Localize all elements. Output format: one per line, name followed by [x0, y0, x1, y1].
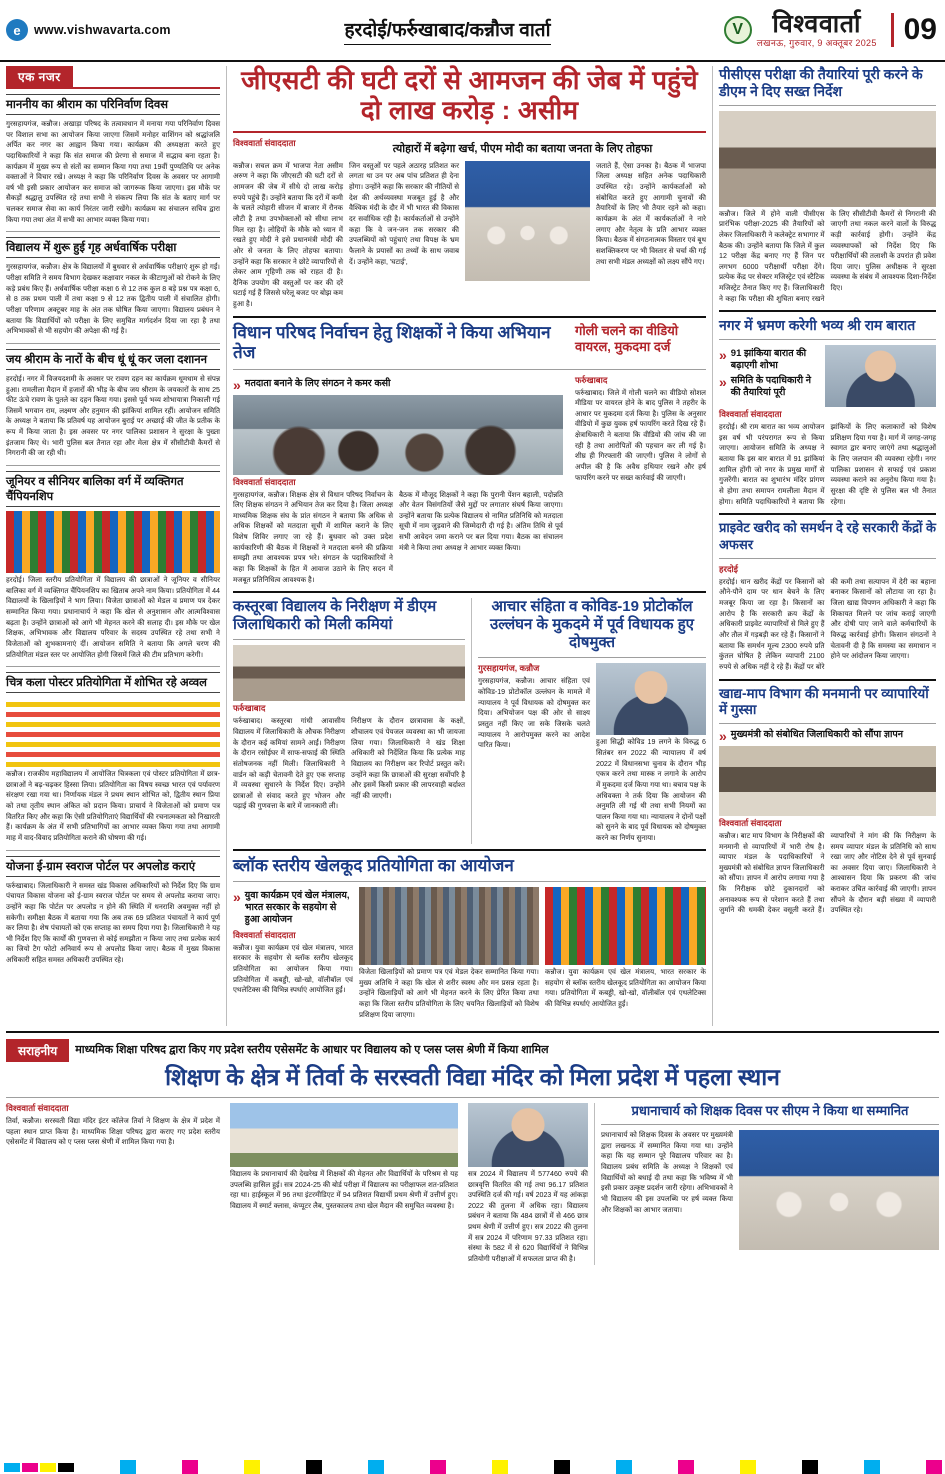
- right-story-ram-barat: [719, 317, 936, 507]
- feature-col-4: प्रधानाचार्य को शिक्षक दिवस के अवसर पर मुख्यमंत्री द्वारा लखनऊ में सम्मानित किया गया था। उन्होंने कहा कि यह सम्मान पूरे विद्यालय परिवार का है। विद्यालय प्रबंध समिति के अध्यक्ष ने शिक्षकों एवं विद्यार्थियों को बधाई दी तथा कहा कि भविष्य में भी इसी प्रकार उत्कृष्ट प्रदर्शन जारी रहेगा। अभिभावकों ने भी विद्यालय की इस उपलब्धि पर हर्ष व्यक्त किया और शिक्षकों का आभार जताया।: [601, 1131, 733, 1214]
- girls-sports-team-photo: [6, 511, 220, 573]
- site-url[interactable]: www.vishwavarta.com: [34, 23, 171, 37]
- ribbon-text: माध्यमिक शिक्षा परिषद द्वारा किए गए प्रदेश स्तरीय एसेसमेंट के आधार पर विद्यालय को ए प्लस प्लस श्रेणी में किया शामिल: [75, 1043, 549, 1056]
- story-kicker: [719, 348, 819, 372]
- story-col-1: कन्नौज। युवा कार्यक्रम एवं खेल मंत्रालय, भारत सरकार के सहयोग से ब्लॉक स्तरीय खेलकूद प्रतियोगिता का आयोजन किया गया। प्रतियोगिता में कबड्डी, खो-खो, वॉलीबॉल एवं एथलेटिक्स की विभिन्न स्पर्धाएं आयोजित हुईं।: [233, 943, 353, 995]
- cmyk-swatches: [0, 1460, 74, 1474]
- divider: [719, 310, 936, 312]
- logo-title: विश्ववार्ता: [772, 10, 861, 38]
- edition-title: हरदोई/फर्रुखाबाद/कन्नौज वार्ता: [344, 16, 550, 45]
- story-headline[interactable]: पीसीएस परीक्षा की तैयारियां पूरी करने के डीएम ने दिए सख्त निर्देश: [719, 66, 923, 99]
- divider: [233, 849, 706, 851]
- traders-memorandum-photo: [719, 746, 936, 816]
- story-col-2: हुआ सिद्धी कोविड 19 लगने के विरुद्ध 6 सितंबर सन 2022 की न्यायालय में वर्ष 2022 में विधानसभा चुनाव के दौरान भीड़ एकत्र करने तथा मास्क न लगाने के आरोप में मुकदमा दर्ज किया गया था। बचाव पक्ष के अधिवक्ता ने तर्क दिया कि आयोजन की अनुमति ली गई थी तथा सभी नियमों का पालन किया गया था। न्यायालय ने दोनों पक्षों को सुनने के बाद पूर्व विधायक को दोषमुक्त करने का निर्णय सुनाया।: [596, 738, 706, 843]
- story-col-2: बैठक में मौजूद शिक्षकों ने कहा कि पुरानी पेंशन बहाली, पदोन्नति और वेतन विसंगतियों जैसे मुद्दों पर लगातार संघर्ष किया जाएगा। उन्होंने बताया कि प्रत्येक विद्यालय से नामित प्रतिनिधि को मतदाता सूची में नाम जुड़वाने की जिम्मेदारी दी गई है। अंतिम तिथि से पूर्व सभी आवेदन जमा कराने पर बल दिया गया। बैठक का संचालन मंत्री ने किया तथा अध्यक्ष ने आभार व्यक्त किया।: [399, 490, 563, 552]
- story-body: हरदोई। जिला स्तरीय प्रतियोगिता में विद्यालय की छात्राओं ने जूनियर व सीनियर बालिका वर्ग में व्यक्तिगत चैंपियनशिप का खिताब अपने नाम किया। प्रतियोगिता में 44 विद्यालयों के खिलाड़ियों ने भाग लिया। विजेता छात्राओं को मेडल व प्रमाण पत्र देकर सम्मानित किया गया। प्रधानाचार्य ने कहा कि खेल से अनुशासन और आत्मविश्वास बढ़ता है। उन्होंने छात्राओं को आगे भी मेहनत करने की सलाह दी। इस मौके पर खेल शिक्षक, अभिभावक और विद्यालय परिवार के सदस्य उपस्थित रहे तथा सभी ने विजेताओं को शुभकामनाएं दीं। आयोजन समिति ने बताया कि अगले चरण की प्रतियोगिता मंडल स्तर पर आयोजित होगी जिसमें जिले की टीम प्रतिभाग करेगी।: [6, 576, 220, 659]
- divider: [233, 316, 706, 318]
- story-headline[interactable]: नगर में भ्रमण करेगी भव्य श्री राम बारात: [719, 317, 916, 334]
- feature-col-3: सत्र 2024 में विद्यालय में 577460 रुपये की छात्रवृत्ति वितरित की गई तथा 96.17 प्रतिशत उपस्थिति दर्ज की गई। वर्ष 2023 में यह आंकड़ा 2022 की तुलना में अधिक रहा। विद्यालय प्रबंधन ने बताया कि 484 छात्रों में से 466 छात्र प्रथम श्रेणी में उत्तीर्ण हुए। सत्र 2022 की तुलना में सत्र 2024 में परिणाम 97.33 प्रतिशत रहा। संस्था के 582 में से 620 विद्यार्थियों ने विभिन्न प्रतियोगी परीक्षाओं में सफलता प्राप्त की है।: [468, 1169, 588, 1264]
- left-column: [6, 66, 220, 1026]
- masthead-center: [250, 16, 645, 45]
- story-headline[interactable]: जूनियर व सीनियर बालिका वर्ग में व्यक्तिगत चैंपियनशिप: [6, 471, 220, 507]
- lead-col-2: जिन वस्तुओं पर पहले अठारह प्रतिशत कर लगता था उन पर अब पांच प्रतिशत ही देना होगा। उन्होंने कहा कि सरकार की नीतियों से देश की अर्थव्यवस्था मजबूत हुई है और वैश्विक मंदी के दौर में भी भारत की विकास दर सर्वाधिक रही है। कार्यकर्ताओं से उन्होंने कहा कि वे जन-जन तक सरकार की उपलब्धियों को पहुंचाएं तथा विपक्ष के भ्रम फैलाने के प्रयासों का तथ्यों के साथ जवाब दें। उन्होंने कहा, 'घटाई',: [349, 161, 459, 266]
- block-sports-photo: [359, 887, 539, 965]
- story-body: कन्नौज। राजकीय महाविद्यालय में आयोजित चित्रकला एवं पोस्टर प्रतियोगिता में छात्र-छात्राओं ने बढ़-चढ़कर हिस्सा लिया। प्रतियोगिता का विषय स्वच्छ भारत एवं पर्यावरण संरक्षण रखा गया था। निर्णायक मंडल ने प्रथम स्थान शोभित को, द्वितीय स्थान प्रिया को तथा तृतीय स्थान अंकित को प्रदान किया। प्राचार्य ने विजेताओं को प्रमाण पत्र वितरित किए और कहा कि ऐसी प्रतियोगिताएं विद्यार्थियों की रचनात्मकता को निखारती हैं। कार्यक्रम के अंत में सभी प्रतिभागियों का आभार व्यक्त किया गया तथा आगामी माह में वाद-विवाद प्रतियोगिता कराने की घोषणा की गई।: [6, 770, 220, 842]
- divider: [719, 105, 936, 106]
- story-headline-line1[interactable]: आचार संहिता व कोविड-19 प्रोटोकॉल: [491, 598, 693, 616]
- divider: [719, 679, 936, 681]
- story-kasturba-inspection: [233, 598, 465, 843]
- divider: [601, 1124, 939, 1125]
- ribbon-label: सराहनीय: [6, 1039, 69, 1062]
- byline: फर्रुखाबाद: [575, 374, 608, 385]
- quote-icon: »: [719, 373, 727, 390]
- story-headline[interactable]: विधान परिषद निर्वाचन हेतु शिक्षकों ने किया अभियान तेज: [233, 322, 551, 363]
- logo-subtitle: लखनऊ, गुरुवार, 9 अक्तूबर 2025: [756, 38, 877, 48]
- print-registration-bar: [0, 1460, 945, 1474]
- story-headline[interactable]: योजना ई-ग्राम स्वराज पोर्टल पर अपलोड कराएं: [6, 856, 220, 877]
- lead-deck: त्योहारों में बढ़ेगा खर्च, पीएम मोदी का बताया जनता के लिए तोहफा: [392, 142, 653, 155]
- story-block-sports: [233, 856, 706, 1021]
- story-teachers-campaign: [233, 323, 706, 586]
- story-body: कन्नौज। बाट माप विभाग के निरीक्षकों की मनमानी से व्यापारियों में भारी रोष है। व्यापार मंडल के पदाधिकारियों ने मुख्यमंत्री को संबोधित ज्ञापन जिलाधिकारी को सौंपा। ज्ञापन में आरोप लगाया गया है कि निरीक्षक छोटे दुकानदारों को अनावश्यक रूप से परेशान करते हैं तथा जुर्माने की धमकी देकर वसूली करते हैं। व्यापारियों ने मांग की कि निरीक्षण के समय व्यापार मंडल के प्रतिनिधि को साथ रखा जाए और नोटिस देने से पूर्व सुनवाई का अवसर दिया जाए। जिलाधिकारी ने आश्वासन दिया कि प्रकरण की जांच कराकर उचित कार्रवाई की जाएगी। ज्ञापन सौंपने के दौरान बड़ी संख्या में व्यापारी उपस्थित रहे।: [719, 831, 936, 915]
- lead-story: [233, 66, 706, 310]
- swatch-black: [58, 1463, 74, 1472]
- masthead: [0, 0, 945, 62]
- lead-col-1: कन्नौज। सचल क्रम में भाजपा नेता असीम अरुण ने कहा कि जीएसटी की घटी दरों से आमजन की जेब में सीधे दो लाख करोड़ रुपये पहुंचे हैं। उन्होंने बताया कि दरों में कमी के चलते त्योहारी सीजन में बाजार में रौनक लौटी है तथा उपभोक्ताओं को सीधा लाभ मिल रहा है। लोहियों के मौके को ध्यान में रखते हुए मोदी ने इसे प्रधानमंत्री मोदी की ओर से जनता के लिए तोहफा बताया। उन्होंने कहा कि सरकार ने छोटे व्यापारियों से लेकर आम गृहिणी तक को राहत दी है। दैनिक उपयोग की वस्तुओं पर कर की दरें घटाई गई हैं जिससे घरेलू बजट पर बोझ कम हुआ है।: [233, 161, 343, 309]
- kicker-text: युवा कार्यक्रम एवं खेल मंत्रालय, भारत सरकार के सहयोग से हुआ आयोजन: [244, 890, 350, 925]
- quote-icon: »: [719, 347, 727, 364]
- byline: विश्ववार्ता संवाददाता: [6, 1102, 69, 1113]
- kicker-text: मुख्यमंत्री को संबोधित जिलाधिकारी को सौंपा ज्ञापन: [730, 728, 904, 740]
- story-body: गुरसहायगंज, कन्नौज। अखाड़ा परिषद के तत्वावधान में मनाया गया परिनिर्वाण दिवस पर विशाल सभा का आयोजन किया जाएगा जिसमें मनोहर वाशिंगन को श्रद्धांजलि अर्पित कर नगर का आह्वान किया गया। कार्यक्रम की अध्यक्षता करते हुए पदाधिकारियों ने कहा कि संत समाज की प्रेरणा से समाज में सद्भाव बना रहता है। कार्यक्रम में मुख्य रूप से संतों का सम्मान किया गया तथा 19वीं पुण्यतिथि पर अनेक वक्ताओं ने विचार रखे। अध्यक्ष ने कहा कि परिनिर्वाण दिवस के अवसर पर आगामी वर्ष भी इसी प्रकार आयोजन कर समाज को जागरूक किया जाएगा। इस मौके पर सैकड़ों श्रद्धालु उपस्थित रहे तथा सभी ने संकल्प लिया कि संत के बताए मार्ग पर चलकर समाज सेवा का कार्य निरंतर जारी रखेंगे। कार्यक्रम का संचालन सचिव द्वारा किया गया तथा अंत में सभी का आभार व्यक्त किया गया।: [6, 120, 220, 224]
- story-headline-line2[interactable]: उल्लंघन के मुकदमे में पूर्व विधायक हुए दोषमुक्त: [490, 616, 694, 652]
- divider: [719, 558, 936, 559]
- quote-icon: »: [233, 889, 241, 906]
- story-kicker-2: [719, 375, 819, 399]
- quote-icon: »: [719, 727, 727, 744]
- divider: [6, 666, 220, 667]
- globe-icon: e: [6, 19, 28, 41]
- divider: [6, 343, 220, 344]
- byline: विश्ववार्ता संवाददाता: [233, 476, 296, 487]
- press-conference-photo: [465, 161, 590, 281]
- side-story-body: फर्रुखाबाद। जिले में गोली चलने का वीडियो सोशल मीडिया पर वायरल होने के बाद पुलिस ने तहरीर के आधार पर मुकदमा दर्ज किया है। पुलिस के अनुसार वीडियो में कुछ युवक हर्ष फायरिंग करते दिख रहे हैं। क्षेत्राधिकारी ने बताया कि वीडियो की जांच की जा रही है तथा आरोपितों की पहचान कर ली गई है। शीघ्र ही गिरफ्तारी की जाएगी। पुलिस ने लोगों से अपील की है कि अवैध हथियार रखने और हर्ष फायरिंग करने पर सख्त कार्रवाई की जाएगी।: [575, 388, 706, 482]
- quote-icon: »: [233, 376, 241, 393]
- bottom-feature: [0, 1031, 945, 1264]
- story-body: हरदोई। श्री राम बारात का भव्य आयोजन इस वर्ष भी परंपरागत रूप से किया जाएगा। आयोजन समिति के अध्यक्ष ने बताया कि इस बार बारात में 91 झांकियां शामिल होंगी जो नगर के प्रमुख मार्गों से गुजरेंगी। बारात का शुभारंभ मंदिर प्रांगण से होगा तथा समापन रामलीला मैदान में होगा। समिति पदाधिकारियों ने बताया कि झांकियों के लिए कलाकारों को विशेष प्रशिक्षण दिया गया है। मार्ग में जगह-जगह स्वागत द्वार बनाए जाएंगे तथा श्रद्धालुओं के लिए जलपान की व्यवस्था रहेगी। नगर पालिका प्रशासन से सफाई एवं प्रकाश व्यवस्था कराने का अनुरोध किया गया है। सुरक्षा की दृष्टि से पुलिस बल भी तैनात रहेगा।: [719, 423, 936, 506]
- swatch-cyan: [4, 1463, 20, 1472]
- feature-col-2: विद्यालय के प्रधानाचार्य की देखरेख में शिक्षकों की मेहनत और विद्यार्थियों के परिश्रम से यह उपलब्धि हासिल हुई। सत्र 2024-25 की बोर्ड परीक्षा में विद्यालय का परीक्षाफल शत-प्रतिशत रहा था। हाईस्कूल में 96 तथा इंटरमीडिएट में 94 प्रतिशत विद्यार्थी प्रथम श्रेणी में उत्तीर्ण हुए। विद्यालय में स्मार्ट क्लास, कंप्यूटर लैब, पुस्तकालय तथा खेल मैदान की समुचित व्यवस्था है।: [230, 1169, 458, 1210]
- divider: [478, 657, 706, 658]
- ribbon-row: [6, 1039, 939, 1062]
- masthead-left: [0, 19, 250, 41]
- story-col-1: गुरसहायगंज, कन्नौज। शिक्षक क्षेत्र से विधान परिषद निर्वाचन के लिए शिक्षक संगठन ने अभियान तेज कर दिया है। जिला अध्यक्ष माध्यमिक शिक्षक संघ के प्रांत संगठन ने बताया कि अधिक से अधिक शिक्षकों को मतदाता सूची में शामिल कराने के लिए विशेष शिविर लगाए जा रहे हैं। बुधवार को उक्त प्रदेश कार्यकारिणी की बैठक में शिक्षकों ने मतदाता बनने की प्रक्रिया समझी तथा आवश्यक प्रपत्र भरे। संगठन के पदाधिकारियों ने कहा कि शिक्षकों के हित में आवाज उठाने के लिए सदन में मजबूत प्रतिनिधित्व आवश्यक है।: [233, 490, 393, 584]
- byline: विश्ववार्ता संवाददाता: [233, 137, 296, 148]
- divider: [6, 231, 220, 232]
- section-tag: एक नजर: [6, 66, 73, 87]
- left-story: [6, 856, 220, 966]
- swatch-yellow: [40, 1463, 56, 1472]
- school-building-photo: [230, 1103, 458, 1167]
- principal-portrait: [468, 1103, 588, 1167]
- story-body: हरदोई। धान खरीद केंद्रों पर किसानों को औने-पौने दाम पर धान बेचने के लिए मजबूर किया जा रहा है। किसानों का आरोप है कि सरकारी क्रय केंद्रों के अधिकारी प्राइवेट व्यापारियों से मिले हुए हैं और तौल में गड़बड़ी कर रहे हैं। किसानों ने बताया कि समर्थन मूल्य 2300 रुपये प्रति कुंतल घोषित है लेकिन व्यापारी 2100 रुपये से अधिक नहीं दे रहे हैं। केंद्रों पर बोरे की कमी तथा सत्यापन में देरी का बहाना बनाकर किसानों को लौटाया जा रहा है। जिला खाद्य विपणन अधिकारी ने कहा कि शिकायत मिलने पर जांच कराई जाएगी और दोषी पाए जाने वाले कर्मचारियों के विरुद्ध कार्रवाई होगी। किसान संगठनों ने चेतावनी दी है कि समस्या का समाधान न होने पर आंदोलन किया जाएगा।: [719, 577, 936, 671]
- divider: [719, 723, 936, 724]
- story-body: गुरसहायगंज, कन्नौज। क्षेत्र के विद्यालयों में बुधवार से अर्धवार्षिक परीक्षाएं शुरू हो गईं। परीक्षा समिति ने समय विभाग देखकर कक्षावार नकल के कीटाणुओं को रोकने के लिए कड़े प्रबंध किए हैं। अर्धवार्षिक परीक्षा कक्षा 6 से 12 तक कुल 8 बड़े प्रश्न पत्र कक्षा 6, से 8 तक प्रथम पाली में तथा कक्षा 9 से 12 तक द्वितीय पाली में संचालित होगी। परीक्षा परिणाम अक्टूबर माह के अंत तक घोषित किया जाएगा। विद्यालय प्रबंधन ने बताया कि विद्यार्थियों को परीक्षा के लिए समुचित मार्गदर्शन दिया जा रहा है तथा अभिभावकों से भी सहयोग की अपेक्षा की गई है।: [6, 263, 220, 336]
- story-headline[interactable]: जय श्रीराम के नारों के बीच धूं धूं कर जला दशानन: [6, 349, 220, 370]
- divider: [6, 1031, 939, 1033]
- logo: [724, 12, 877, 48]
- school-inspection-photo: [233, 645, 465, 701]
- organizer-portrait: [825, 345, 936, 407]
- kicker-text: समिति के पदाधिकारी ने की तैयारियां पूरी: [730, 374, 812, 398]
- divider: [233, 881, 706, 882]
- divider: [6, 850, 220, 851]
- swatch-magenta: [22, 1463, 38, 1472]
- right-column: [712, 66, 936, 1026]
- divider: [233, 591, 706, 593]
- story-mla-acquitted: [471, 598, 706, 843]
- story-headline[interactable]: कस्तूरबा विद्यालय के निरीक्षण में डीएम जिलाधिकारी को मिली कमियां: [233, 598, 437, 634]
- left-story: [6, 471, 220, 660]
- story-col-2: निरीक्षण के दौरान छात्रावास के कक्षों, शौचालय एवं पेयजल व्यवस्था का भी जायजा लिया गया। जिलाधिकारी ने खंड शिक्षा अधिकारी को निर्देशित किया कि प्रत्येक माह विद्यालय का निरीक्षण कर रिपोर्ट प्रस्तुत करें। उन्होंने कहा कि छात्राओं की सुरक्षा सर्वोपरि है और इसमें किसी प्रकार की लापरवाही बर्दाश्त नहीं की जाएगी।: [351, 717, 465, 800]
- story-headline[interactable]: ब्लॉक स्तरीय खेलकूद प्रतियोगिता का आयोजन: [233, 855, 514, 875]
- divider: [233, 369, 706, 370]
- story-col-1: गुरसहायगंज, कन्नौज। आचार संहिता एवं कोविड-19 प्रोटोकॉल उल्लंघन के मामले में न्यायालय ने पूर्व विधायक को दोषमुक्त कर दिया। अभियोजन पक्ष की ओर से साक्ष्य प्रस्तुत नहीं किए जा सके जिसके चलते न्यायालय ने आरोपमुक्त करने का आदेश पारित किया।: [478, 677, 590, 750]
- divider: [6, 1097, 939, 1098]
- masthead-right: [645, 12, 945, 48]
- story-kicker: [233, 890, 353, 926]
- byline: विश्ववार्ता संवाददाता: [719, 409, 782, 420]
- divider: [233, 639, 465, 640]
- right-story-pcs-exam: [719, 66, 936, 304]
- divider: [233, 131, 706, 133]
- story-body: हरदोई। नगर में विजयदशमी के अवसर पर रावण दहन का कार्यक्रम धूमधाम से संपन्न हुआ। रामलीला मैदान में हजारों की भीड़ के बीच जय श्रीराम के जयकारों के साथ 25 फीट ऊंचे रावण के पुतले का दहन किया गया। इससे पूर्व भव्य शोभायात्रा निकाली गई जिसमें भगवान राम, लक्ष्मण और हनुमान की झांकियां शामिल रहीं। आयोजन समिति के अध्यक्ष ने बताया कि प्रतिवर्ष यह आयोजन बुराई पर अच्छाई की जीत के प्रतीक के रूप में किया जाता है। इस अवसर पर नगर पालिका प्रशासन ने सुरक्षा के पुख्ता इंतजाम किए थे। भारी पुलिस बल तैनात रहा और मेला क्षेत्र में सीसीटीवी कैमरों से निगरानी की जा रही थी।: [6, 374, 220, 458]
- lead-col-3: जताते हैं, ऐसा उनका है। बैठक में भाजपा जिला अध्यक्ष सहित अनेक पदाधिकारी उपस्थित रहे। उन्होंने कार्यकर्ताओं को संबोधित करते हुए आगामी चुनावों की तैयारियों के लिए भी तैयार रहने को कहा। कार्यक्रम के अंत में कार्यकर्ताओं ने नारे लगाए और नेतृत्व के प्रति आभार व्यक्त किया। बैठक में संगठनात्मक विस्तार एवं बूथ सशक्तिकरण पर भी विस्तार से चर्चा की गई तथा सभी मंडल अध्यक्षों को लक्ष्य सौंपे गए।: [596, 161, 706, 266]
- divider: [719, 513, 936, 515]
- story-headline[interactable]: प्राइवेट खरीद को समर्थन दे रहे सरकारी केंद्रों के अफसर: [719, 520, 936, 552]
- side-story-headline[interactable]: गोली चलने का वीडियो वायरल, मुकदमा दर्ज: [575, 322, 679, 354]
- story-body: कन्नौज। जिले में होने वाली पीसीएस प्रारंभिक परीक्षा-2025 की तैयारियों को लेकर जिलाधिकारी ने कलेक्ट्रेट सभागार में बैठक की। उन्होंने बताया कि जिले में कुल 12 परीक्षा केंद्र बनाए गए हैं जिन पर लगभग 6000 परीक्षार्थी परीक्षा देंगे। प्रत्येक केंद्र पर सेक्टर मजिस्ट्रेट एवं स्टैटिक मजिस्ट्रेट तैनात किए गए हैं। जिलाधिकारी ने कहा कि परीक्षा की शुचिता बनाए रखने के लिए सीसीटीवी कैमरों से निगरानी की जाएगी तथा नकल करने वालों के विरुद्ध कड़ी कार्रवाई होगी। उन्होंने केंद्र व्यवस्थापकों को निर्देश दिए कि परीक्षार्थियों की तलाशी के उपरांत ही प्रवेश दिया जाए। पुलिस अधीक्षक ने सुरक्षा व्यवस्था के संबंध में आवश्यक दिशा-निर्देश दिए।: [719, 209, 936, 303]
- byline: हरदोई: [719, 563, 738, 574]
- story-kicker: [719, 729, 936, 743]
- former-mla-portrait: [596, 663, 706, 735]
- right-story-traders-protest: [719, 686, 936, 917]
- story-col-1: फर्रुखाबाद। कस्तूरबा गांधी आवासीय विद्यालय में जिलाधिकारी के औचक निरीक्षण के दौरान कई कमियां सामने आईं। निरीक्षण के दौरान रसोईघर में साफ-सफाई की स्थिति संतोषजनक नहीं मिली। जिलाधिकारी ने वार्डन को कड़ी चेतावनी देते हुए एक सप्ताह में व्यवस्था सुधारने के निर्देश दिए। उन्होंने छात्राओं से संवाद करते हुए भोजन और पढ़ाई की गुणवत्ता के बारे में जानकारी ली।: [233, 717, 345, 811]
- logo-mark-icon: V: [724, 16, 752, 44]
- left-story: [6, 94, 220, 225]
- page-content: [0, 62, 945, 1026]
- poster-competition-photo: [6, 697, 220, 767]
- story-col-2: विजेता खिलाड़ियों को प्रमाण पत्र एवं मेडल देकर सम्मानित किया गया। मुख्य अतिथि ने कहा कि खेल से शरीर स्वस्थ और मन प्रसन्न रहता है। उन्होंने खिलाड़ियों को आगे भी मेहनत करने के लिए प्रेरित किया तथा कहा कि जिला स्तरीय प्रतियोगिता के लिए चयनित खिलाड़ियों को विशेष प्रशिक्षण दिया जाएगा।: [359, 968, 539, 1019]
- feature-col-1: तिर्वा, कन्नौज। सरस्वती विद्या मंदिर इंटर कॉलेज तिर्वा ने शिक्षण के क्षेत्र में प्रदेश में पहला स्थान प्राप्त किया है। माध्यमिक शिक्षा परिषद द्वारा कराए गए प्रदेश स्तरीय एसेसमेंट में विद्यालय को ए प्लस प्लस श्रेणी में शामिल किया गया है।: [6, 1116, 220, 1147]
- story-kicker: [233, 378, 563, 392]
- byline: विश्ववार्ता संवाददाता: [719, 817, 782, 828]
- dm-meeting-hall-photo: [719, 111, 936, 207]
- byline: गुरसहायगंज, कन्नौज: [478, 663, 540, 674]
- feature-headline[interactable]: शिक्षण के क्षेत्र में तिर्वा के सरस्वती विद्या मंदिर को मिला प्रदेश में पहला स्थान: [165, 1064, 780, 1091]
- divider: [6, 465, 220, 466]
- story-body: फर्रुखाबाद। जिलाधिकारी ने समस्त खंड विकास अधिकारियों को निर्देश दिए कि ग्राम पंचायत विकास योजना को ई-ग्राम स्वराज पोर्टल पर समय से अपलोड कराया जाए। उन्होंने कहा कि पोर्टल पर अपलोड न होने की स्थिति में धनराशि अवमुक्त नहीं हो सकेगी। समीक्षा बैठक में बताया गया कि अब तक 69 प्रतिशत पंचायतों ने कार्य पूर्ण कर लिया है। शेष पंचायतों को एक सप्ताह का समय दिया गया है। जिलाधिकारी ने यह भी निर्देश दिए कि कार्यों की गुणवत्ता से कोई समझौता न किया जाए तथा प्रत्येक कार्य का जियो टैग फोटो अनिवार्य रूप से अपलोड किया जाए। बैठक में मुख्य विकास अधिकारी सहित समस्त अधिकारी उपस्थित रहे।: [6, 881, 220, 965]
- story-headline[interactable]: चित्र कला पोस्टर प्रतियोगिता में शोभित रहे अव्वल: [6, 672, 220, 693]
- kicker-text: 91 झांकिया बारात की बढ़ाएगी शोभा: [730, 348, 807, 372]
- left-story: [6, 672, 220, 843]
- teachers-meeting-photo: [233, 395, 563, 475]
- block-sports-photo-2: [545, 887, 706, 965]
- story-headline[interactable]: खाद्य-माप विभाग की मनमानी पर व्यापारियों में गुस्सा: [719, 685, 929, 717]
- byline: विश्ववार्ता संवाददाता: [233, 929, 296, 940]
- kicker-text: मतदाता बनाने के लिए संगठन ने कमर कसी: [244, 377, 391, 389]
- story-headline[interactable]: विद्यालय में शुरू हुई गृह अर्धवार्षिक परीक्षा: [6, 237, 220, 258]
- byline: फर्रुखाबाद: [233, 703, 266, 714]
- section-tag-row: [6, 66, 220, 89]
- feature-sub-headline[interactable]: प्रधानाचार्य को शिक्षक दिवस पर सीएम ने किया था सम्मानित: [631, 1102, 909, 1118]
- registration-marks: [74, 1460, 945, 1474]
- page-number: 09: [891, 13, 937, 47]
- left-story: [6, 237, 220, 336]
- feature-body: [6, 1103, 939, 1265]
- middle-column: [226, 66, 706, 1026]
- story-col-3: कन्नौज। युवा कार्यक्रम एवं खेल मंत्रालय, भारत सरकार के सहयोग से ब्लॉक स्तरीय खेलकूद प्रतियोगिता का आयोजन किया गया। प्रतियोगिता में कबड्डी, खो-खो, वॉलीबॉल एवं एथलेटिक्स की विभिन्न स्पर्धाएं आयोजित हुईं।: [545, 968, 706, 1009]
- left-story: [6, 349, 220, 459]
- divider: [719, 339, 936, 340]
- cm-honour-photo: [739, 1130, 939, 1250]
- right-story-paddy-procurement: [719, 520, 936, 672]
- story-pair: [233, 598, 706, 843]
- lead-headline[interactable]: जीएसटी की घटी दरों से आमजन की जेब में पहुंचे दो लाख करोड़ : असीम: [241, 65, 698, 125]
- story-headline[interactable]: माननीय का श्रीराम का परिनिर्वाण दिवस: [6, 94, 220, 115]
